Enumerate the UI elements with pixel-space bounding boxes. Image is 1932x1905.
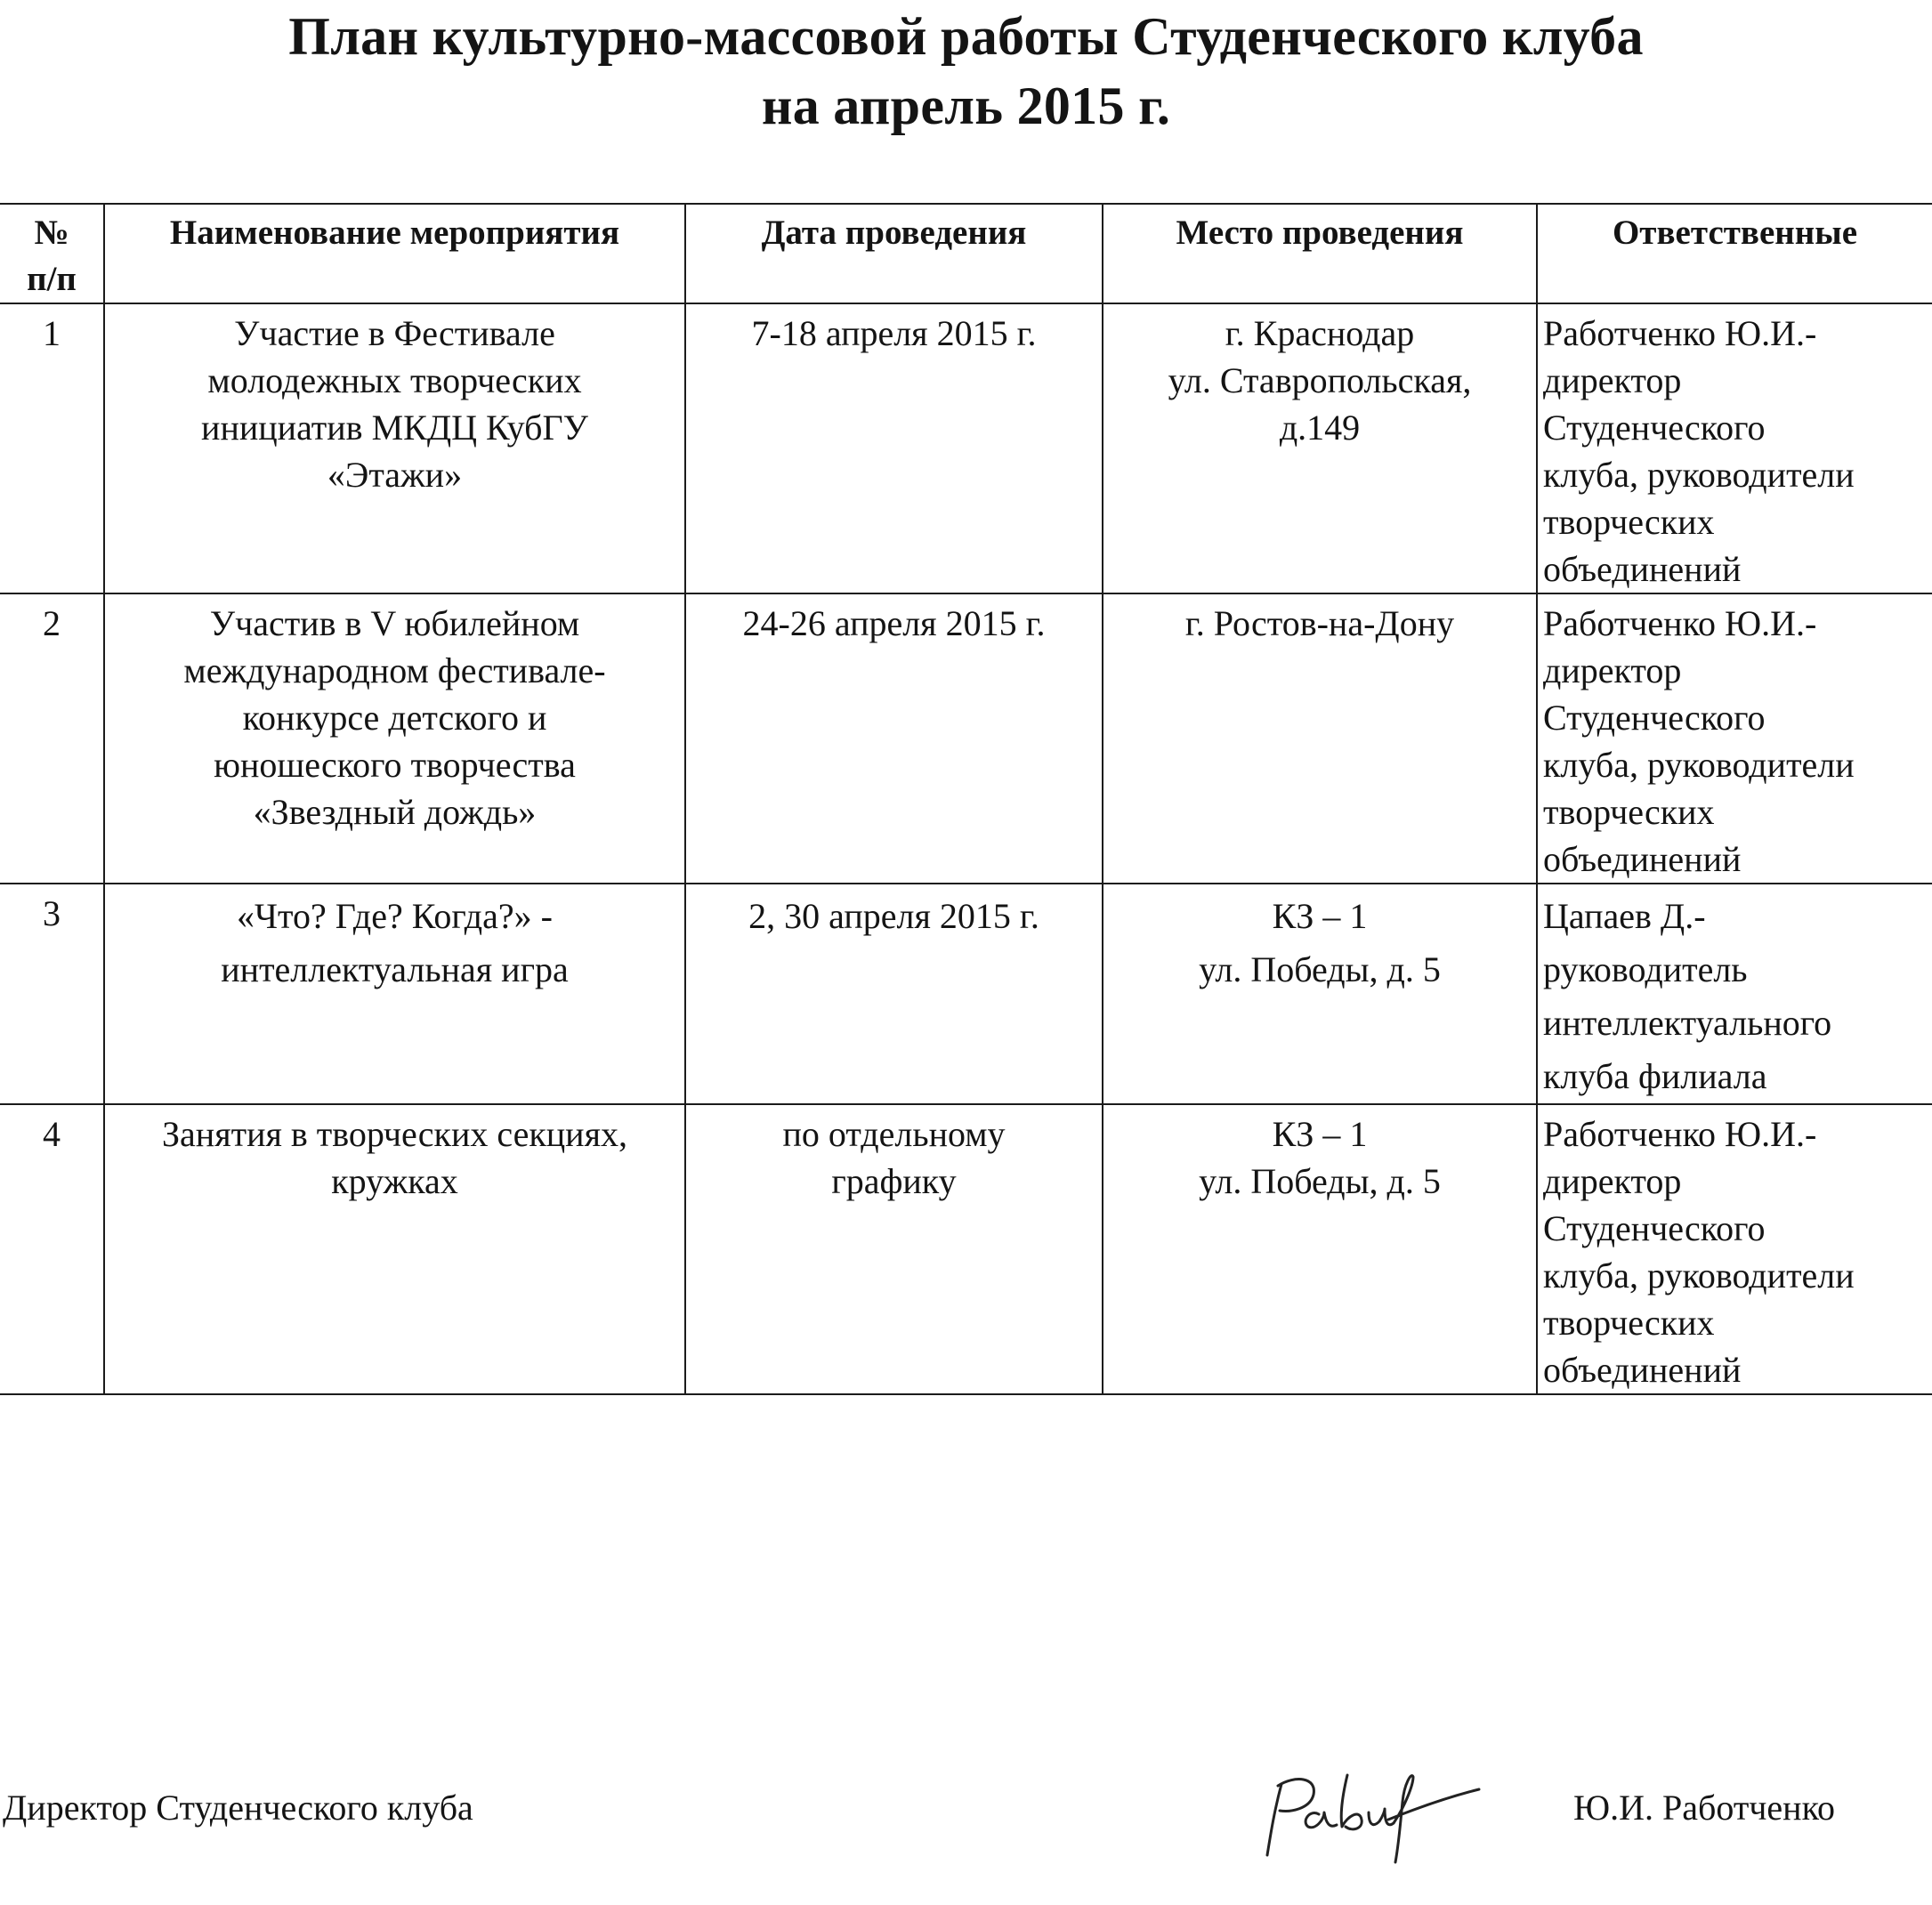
event-name: Участив в V юбилейном международном фестивале- конкурсе детского и юношеского творчества «Звездный дождь» xyxy=(104,593,685,884)
event-responsible: Цапаев Д.- руководитель интеллектуального клуба филиала xyxy=(1537,884,1932,1104)
header-date: Дата проведения xyxy=(685,204,1103,303)
event-name: Участие в Фестивале молодежных творческих инициатив МКДЦ КубГУ «Этажи» xyxy=(104,303,685,593)
table-row xyxy=(0,884,1932,1104)
events-table xyxy=(0,203,1932,1395)
signatory-position: Директор Студенческого клуба xyxy=(3,1788,473,1828)
event-name: Занятия в творческих секциях, кружках xyxy=(104,1104,685,1394)
row-number: 4 xyxy=(0,1104,104,1394)
event-place: г. Краснодар ул. Ставропольская, д.149 xyxy=(1103,303,1537,593)
event-responsible: Работченко Ю.И.- директор Студенческого клуба, руководители творческих объединений xyxy=(1537,593,1932,884)
event-responsible: Работченко Ю.И.- директор Студенческого клуба, руководители творческих объединений xyxy=(1537,1104,1932,1394)
event-responsible: Работченко Ю.И.- директор Студенческого клуба, руководители творческих объединений xyxy=(1537,303,1932,593)
table-row xyxy=(0,1104,1932,1394)
header-place: Место проведения xyxy=(1103,204,1537,303)
row-number: 1 xyxy=(0,303,104,593)
title-line-1: План культурно-массовой работы Студенческого клуба xyxy=(288,7,1644,66)
event-date: 2, 30 апреля 2015 г. xyxy=(685,884,1103,1104)
title-line-2: на апрель 2015 г. xyxy=(761,77,1171,135)
event-place: КЗ – 1 ул. Победы, д. 5 xyxy=(1103,884,1537,1104)
table-row xyxy=(0,303,1932,593)
event-name: «Что? Где? Когда?» - интеллектуальная игра xyxy=(104,884,685,1104)
row-number: 3 xyxy=(0,884,104,1104)
handwritten-signature xyxy=(1255,1757,1486,1873)
header-number: № п/п xyxy=(0,204,104,303)
event-date: 24-26 апреля 2015 г. xyxy=(685,593,1103,884)
event-place: КЗ – 1 ул. Победы, д. 5 xyxy=(1103,1104,1537,1394)
event-date: по отдельному графику xyxy=(685,1104,1103,1394)
header-responsible: Ответственные xyxy=(1537,204,1932,303)
table-row xyxy=(0,593,1932,884)
header-event-name: Наименование мероприятия xyxy=(104,204,685,303)
event-place: г. Ростов-на-Дону xyxy=(1103,593,1537,884)
document-title xyxy=(0,2,1932,141)
signatory-name: Ю.И. Работченко xyxy=(1573,1788,1835,1828)
row-number: 2 xyxy=(0,593,104,884)
table-header-row xyxy=(0,204,1932,303)
event-date: 7-18 апреля 2015 г. xyxy=(685,303,1103,593)
